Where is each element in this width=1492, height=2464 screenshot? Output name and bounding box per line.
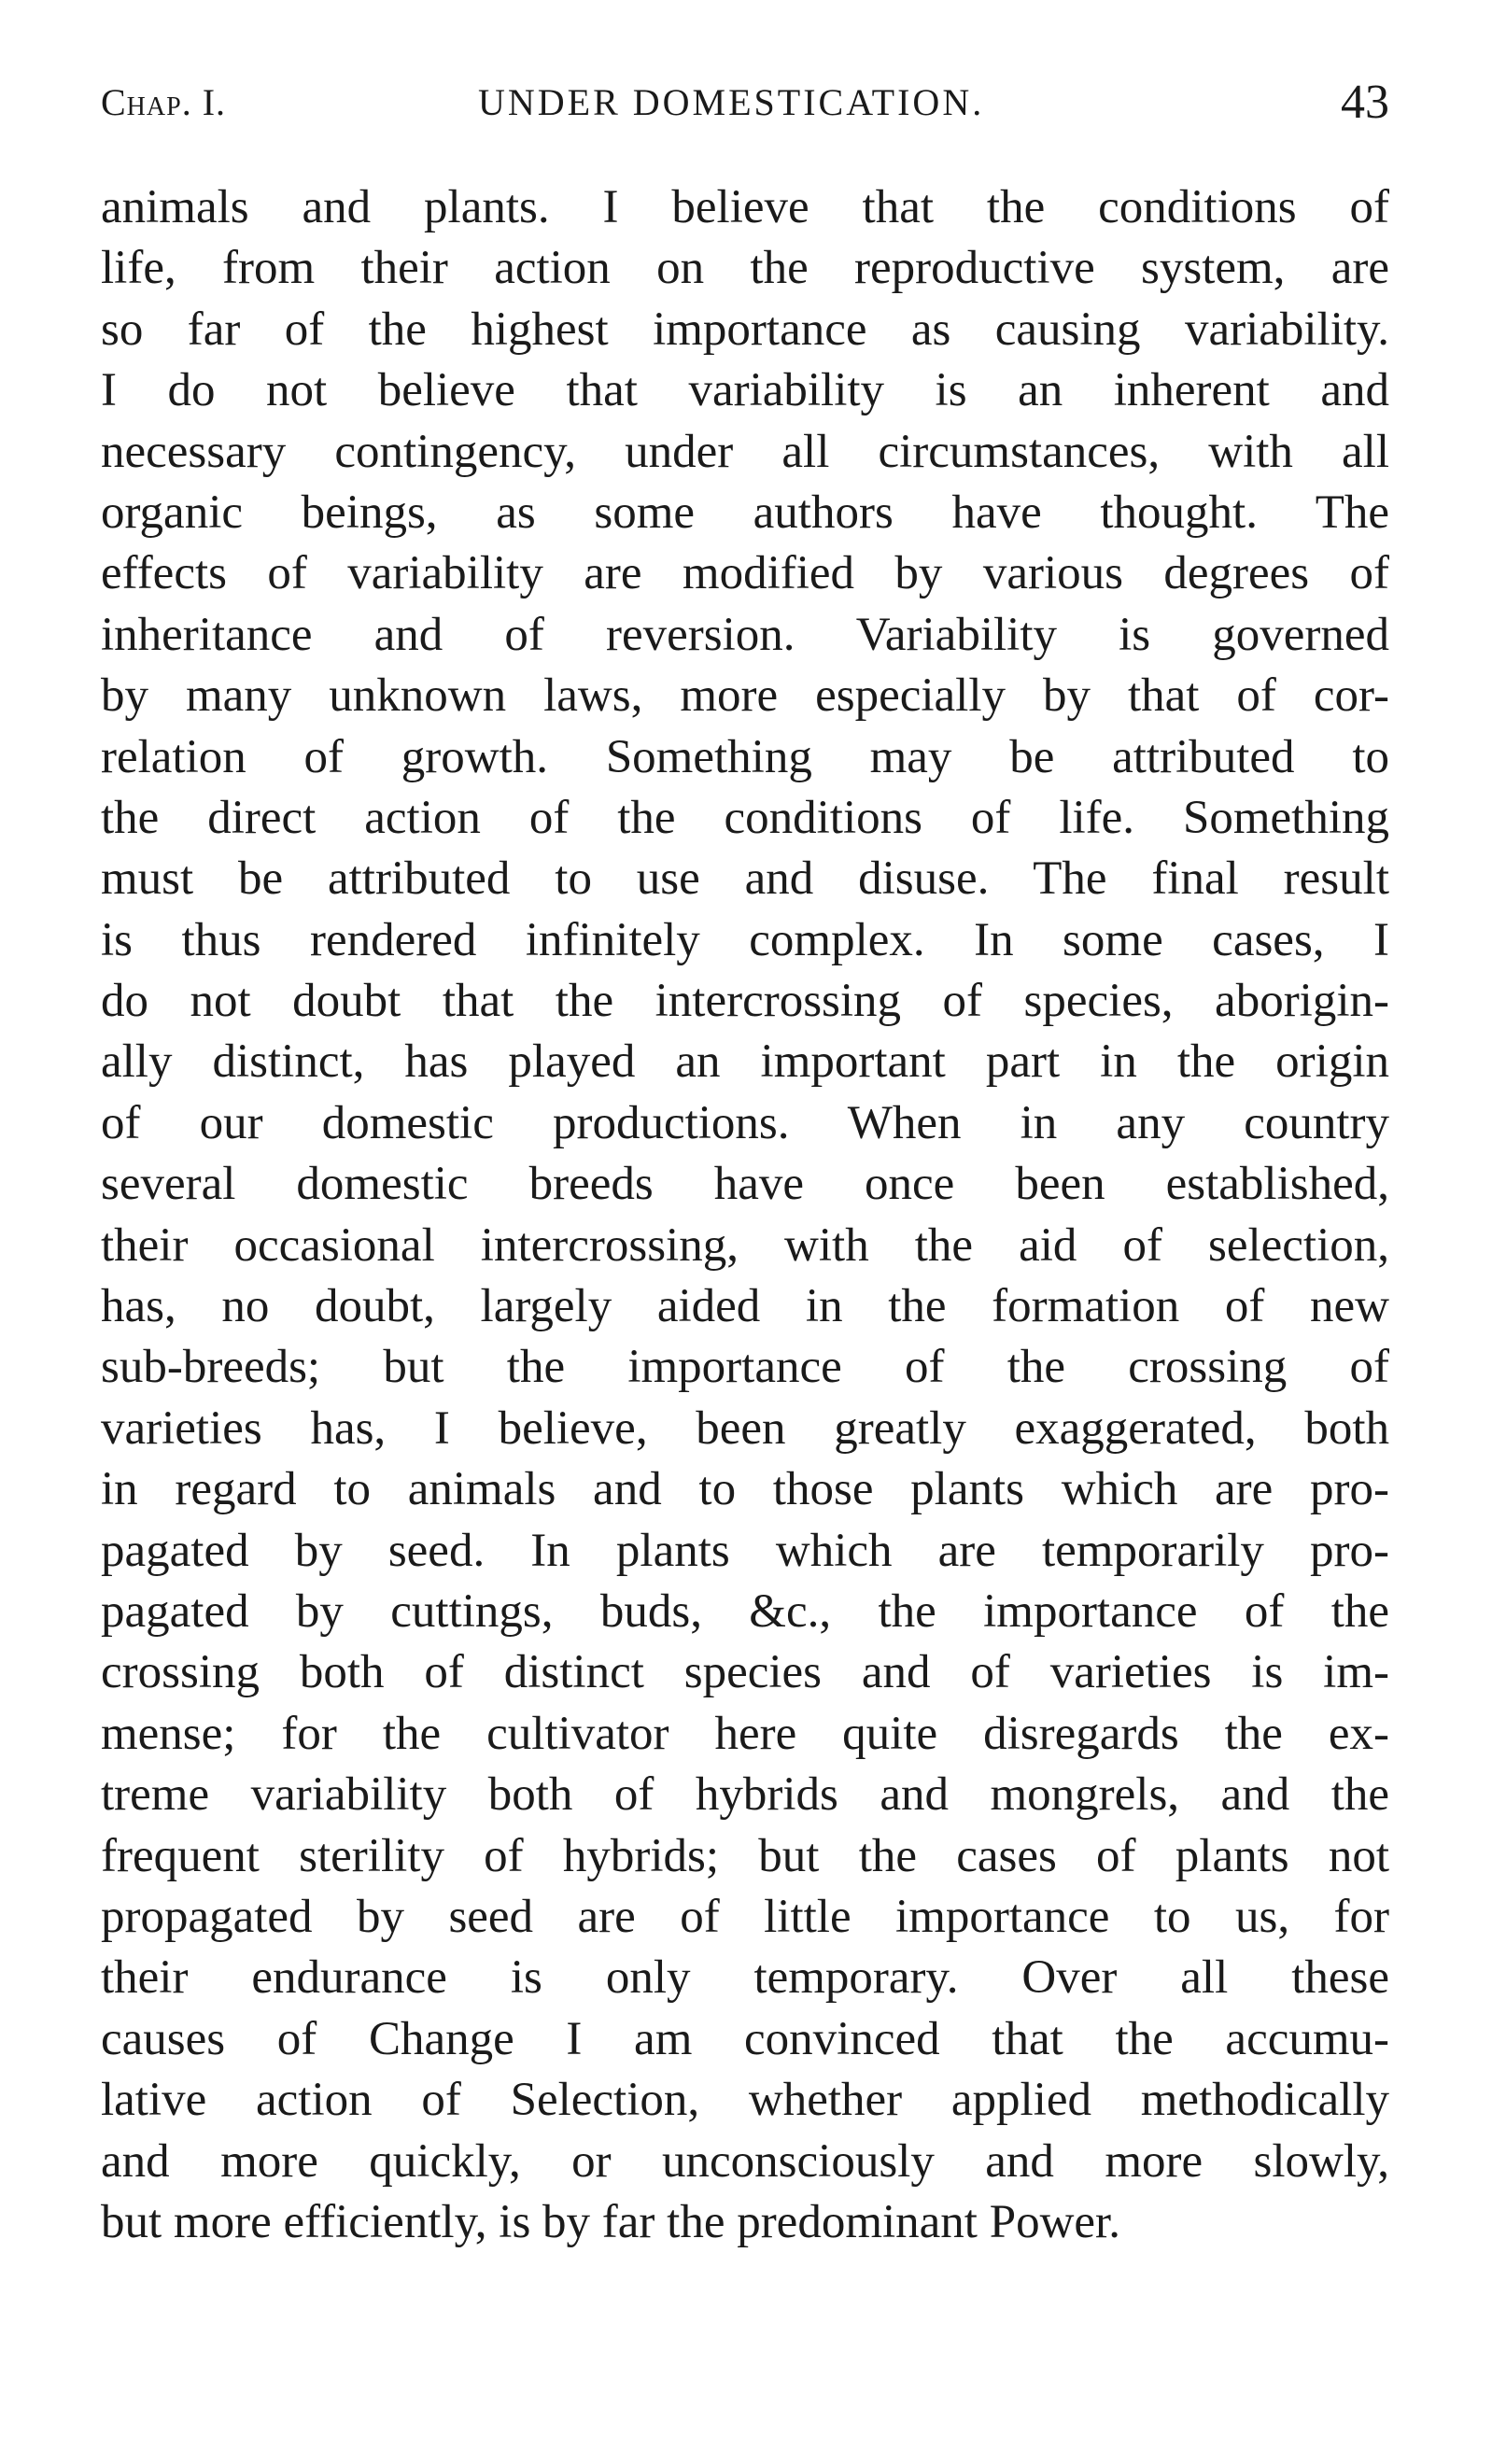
text-line: organic beings, as some authors have thought. The (101, 486, 1389, 539)
text-line: but more efficiently, is by far the predominant Power. (101, 2195, 1120, 2248)
text-line: I do not believe that variability is an inherent and (101, 364, 1389, 417)
text-line: inheritance and of reversion. Variability is governed (101, 608, 1389, 661)
text-line: causes of Change I am convinced that the accumu- (101, 2012, 1389, 2065)
text-line: varieties has, I believe, been greatly exaggerated, both (101, 1401, 1389, 1455)
text-line: crossing both of distinct species and of varieties is im- (101, 1646, 1389, 1699)
text-line: several domestic breeds have once been established, (101, 1158, 1389, 1211)
text-line: life, from their action on the reproductive system, are (101, 242, 1389, 295)
text-line: the direct action of the conditions of life. Something (101, 791, 1389, 844)
text-line: ally distinct, has played an important part in the origin (101, 1035, 1389, 1089)
text-line: relation of growth. Something may be attributed to (101, 730, 1389, 783)
text-line: their occasional intercrossing, with the aid of selection, (101, 1218, 1389, 1272)
text-line: has, no doubt, largely aided in the formation of new (101, 1280, 1389, 1333)
text-line: lative action of Selection, whether applied methodically (101, 2074, 1389, 2127)
running-title: UNDER DOMESTICATION. (478, 81, 985, 123)
text-line: so far of the highest importance as causing variability. (101, 303, 1389, 356)
text-line: frequent sterility of hybrids; but the cases of plants not (101, 1829, 1389, 1882)
text-line: pagated by seed. In plants which are temporarily pro- (101, 1524, 1389, 1577)
text-line: is thus rendered infinitely complex. In some cases, I (101, 913, 1389, 966)
text-line: treme variability both of hybrids and mongrels, and the (101, 1768, 1389, 1822)
text-line: their endurance is only temporary. Over all these (101, 1951, 1389, 2005)
body-paragraph (101, 177, 1389, 2253)
text-line: propagated by seed are of little importance to us, for (101, 1890, 1389, 1943)
text-line: pagated by cuttings, buds, &c., the importance of the (101, 1584, 1389, 1638)
text-line: effects of variability are modified by various degrees of (101, 547, 1389, 600)
text-line: do not doubt that the intercrossing of species, aborigin- (101, 975, 1389, 1028)
text-line: must be attributed to use and disuse. The final result (101, 852, 1389, 906)
text-line: animals and plants. I believe that the conditions of (101, 181, 1389, 233)
chapter-label: Chap. I. (101, 81, 227, 123)
text-line: of our domestic productions. When in any country (101, 1096, 1389, 1149)
running-header (101, 75, 1389, 140)
page-number: 43 (1341, 76, 1389, 129)
text-line: sub-breeds; but the importance of the crossing of (101, 1341, 1389, 1394)
text-line: in regard to animals and to those plants which are pro- (101, 1463, 1389, 1516)
text-line: necessary contingency, under all circumstances, with all (101, 425, 1389, 478)
text-line: mense; for the cultivator here quite disregards the ex- (101, 1707, 1389, 1760)
text-line: by many unknown laws, more especially by that of cor- (101, 669, 1389, 723)
text-line: and more quickly, or unconsciously and more slowly, (101, 2134, 1389, 2188)
